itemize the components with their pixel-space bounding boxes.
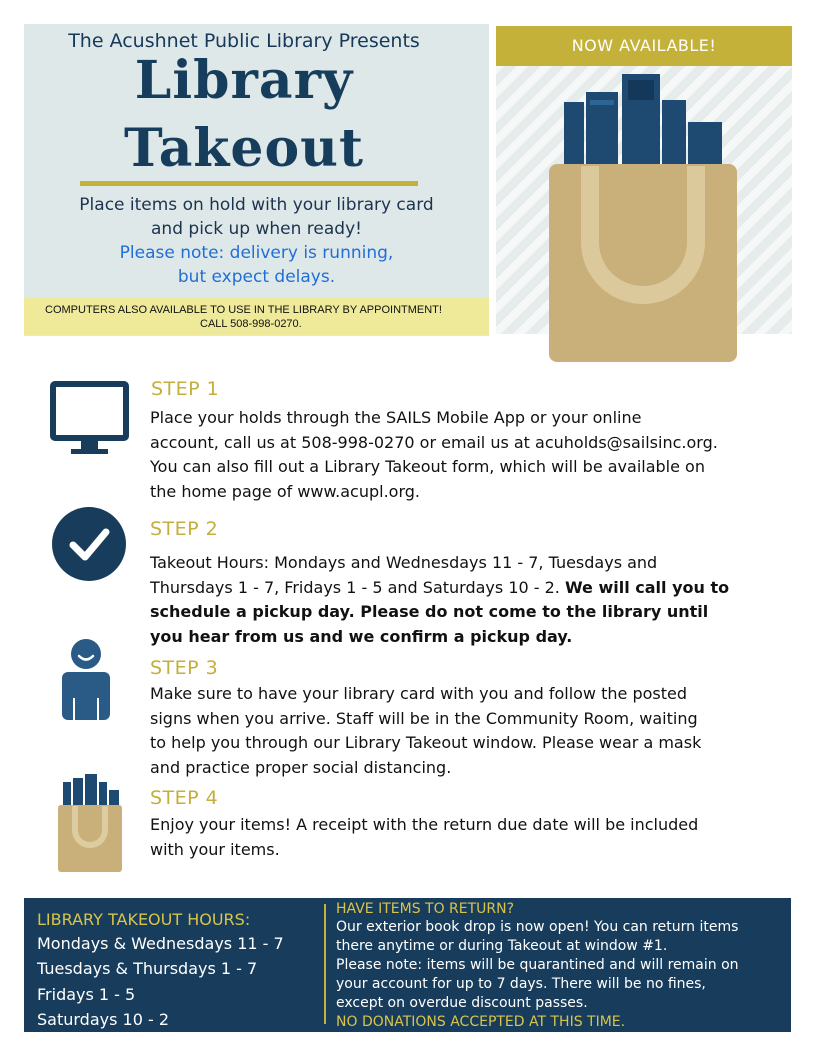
delivery-note: but expect delays. [177, 267, 336, 287]
checkmark-icon [51, 506, 127, 582]
no-donations-notice: NO DONATIONS ACCEPTED AT THIS TIME. [336, 1014, 626, 1030]
hours-line: Fridays 1 - 5 [37, 985, 136, 1004]
step-2-text [150, 551, 729, 649]
intro-line: and pick up when ready! [151, 219, 362, 239]
step-2-hours: Thursdays 1 - 7, Fridays 1 - 5 and Saturdays 10 - 2. [150, 577, 565, 597]
step-4-text [150, 813, 698, 862]
hours-title: LIBRARY TAKEOUT HOURS: [37, 910, 251, 929]
step-1-title: STEP 1 [151, 378, 220, 400]
step-1-line: the home page of www.acupl.org. [150, 481, 420, 501]
step-2-call-notice: We will call you to [564, 577, 730, 597]
step-4-title: STEP 4 [150, 787, 219, 809]
hours-line: Tuesdays & Thursdays 1 - 7 [37, 959, 258, 978]
step-3-line: signs when you arrive. Staff will be in the Community Room, waiting [150, 708, 698, 728]
step-3-text [150, 682, 701, 780]
computers-phone: CALL 508-998-0270. [200, 318, 302, 330]
person-icon [60, 638, 112, 722]
step-3-line: to help you through our Library Takeout window. Please wear a mask [150, 733, 702, 752]
monitor-icon [50, 381, 130, 456]
footer-divider [324, 904, 326, 1024]
step-2-line [150, 576, 729, 601]
step-3-title: STEP 3 [150, 657, 219, 679]
step-1-line: account, call us at 508-998-0270 or email us at acuholds@sailsinc.org. [150, 432, 718, 452]
return-line: your account for up to 7 days. There will be no fines, [336, 976, 706, 992]
title-divider [80, 181, 418, 186]
title-library: Library [134, 50, 354, 111]
step-1-line: Place your holds through the SAILS Mobile App or your online [150, 408, 642, 427]
book-bag-illustration-icon [540, 70, 750, 365]
return-line: Please note: items will be quarantined and will remain on [336, 957, 739, 973]
step-2-title: STEP 2 [150, 518, 219, 540]
hours-line: Mondays & Wednesdays 11 - 7 [37, 934, 284, 953]
step-3-line: Make sure to have your library card with you and follow the posted [150, 684, 687, 703]
book-bag-icon [56, 772, 126, 874]
computers-text: COMPUTERS ALSO AVAILABLE TO USE IN THE LIBRARY BY APPOINTMENT! [45, 304, 442, 316]
intro-line: Place items on hold with your library card [79, 195, 434, 215]
step-4-line: Enjoy your items! A receipt with the return due date will be included [150, 815, 699, 834]
step-2-call-notice: schedule a pickup day. Please do not come to the library until [150, 602, 709, 621]
return-title: HAVE ITEMS TO RETURN? [336, 901, 515, 917]
hours-line: Saturdays 10 - 2 [37, 1010, 170, 1029]
step-2-call-notice: you hear from us and we confirm a pickup day. [150, 626, 573, 646]
delivery-note: Please note: delivery is running, [119, 243, 394, 263]
return-line: there anytime or during Takeout at window #1. [336, 938, 668, 954]
step-1-line: You can also fill out a Library Takeout form, which will be available on [150, 457, 705, 476]
return-line: Our exterior book drop is now open! You can return items [336, 919, 739, 935]
step-3-line: and practice proper social distancing. [150, 757, 452, 777]
step-2-line: Takeout Hours: Mondays and Wednesdays 11 - 7, Tuesdays and [150, 553, 658, 572]
step-4-line: with your items. [150, 839, 280, 859]
presents-line: The Acushnet Public Library Presents [68, 30, 420, 52]
step-1-text [150, 406, 718, 504]
now-available-label: NOW AVAILABLE! [571, 36, 717, 55]
title-takeout: Takeout [123, 118, 365, 179]
return-line: except on overdue discount passes. [336, 995, 588, 1011]
